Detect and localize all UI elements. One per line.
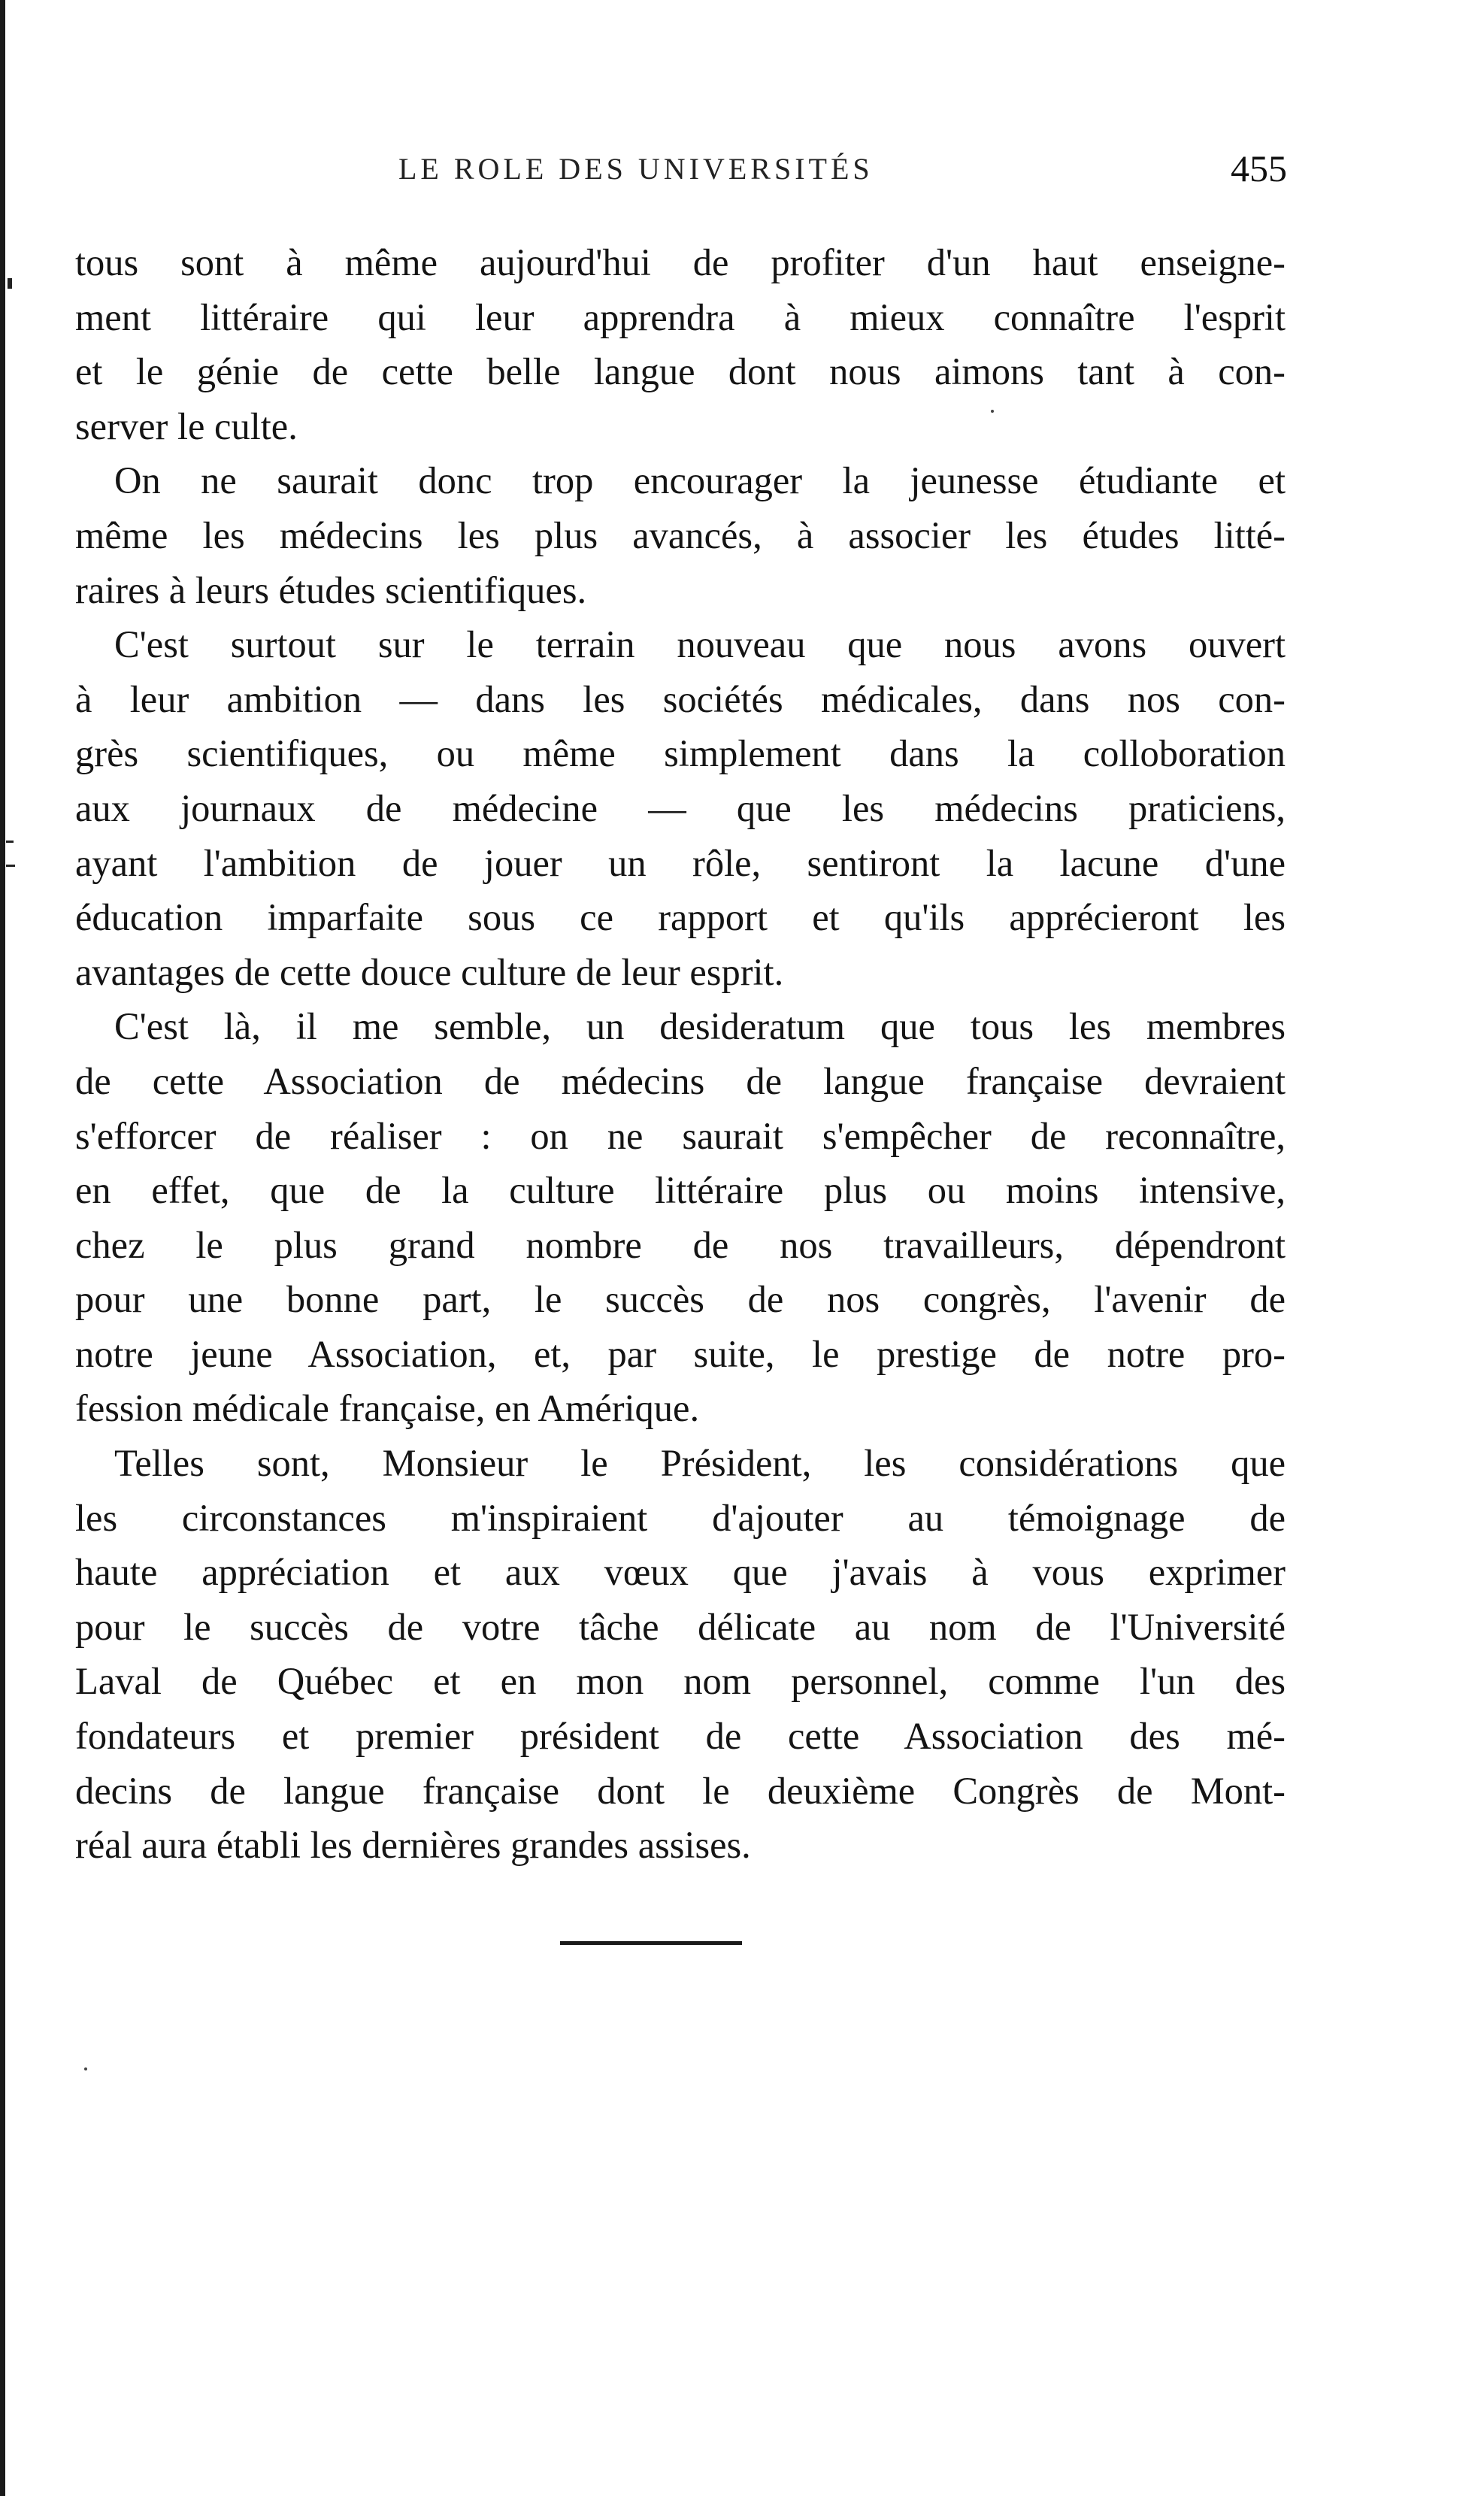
paragraph [75,235,1286,453]
text-line: et le génie de cette belle langue dont nous aimons tant à con- [75,350,1286,393]
text-line: chez le plus grand nombre de nos travailleurs, dépendront [75,1223,1286,1266]
paragraph [75,1436,1286,1873]
margin-mark [8,278,12,289]
text-line: haute appréciation et aux vœux que j'avais à vous exprimer [75,1551,1286,1594]
text-line: C'est surtout sur le terrain nouveau que nous avons ouvert [114,623,1286,666]
text-line: ayant l'ambition de jouer un rôle, sentiront la lacune d'une [75,841,1286,884]
end-rule [560,1941,742,1945]
text-line: On ne saurait donc trop encourager la jeunesse étudiante et [114,459,1286,502]
text-line: pour le succès de votre tâche délicate au nom de l'Université [75,1605,1286,1648]
running-head [75,147,1286,199]
text-line: grès scientifiques, ou même simplement dans la colloboration [75,732,1286,775]
text-line: ment littéraire qui leur apprendra à mieux connaître l'esprit [75,295,1286,338]
paragraph [75,617,1286,999]
text-line: les circonstances m'inspiraient d'ajouter au témoignage de [75,1496,1286,1539]
text-line: éducation imparfaite sous ce rapport et qu'ils apprécieront les [75,896,1286,939]
scan-speck [991,410,994,413]
page-number: 455 [1231,147,1287,189]
text-line: fondateurs et premier président de cette Association des mé- [75,1715,1286,1758]
text-line: C'est là, il me semble, un desideratum que tous les membres [114,1005,1286,1048]
text-line: Laval de Québec et en mon nom personnel, comme l'un des [75,1660,1286,1703]
text-line: notre jeune Association, et, par suite, le prestige de notre pro- [75,1332,1286,1375]
text-line: server le culte. [75,404,298,447]
paragraph [75,999,1286,1436]
text-line: pour une bonne part, le succès de nos congrès, l'avenir de [75,1278,1286,1321]
text-line: raires à leurs études scientifiques. [75,568,587,611]
text-line: même les médecins les plus avancés, à associer les études litté- [75,513,1286,556]
text-line: decins de langue française dont le deuxième Congrès de Mont- [75,1769,1286,1812]
body-text [75,235,1286,1873]
text-line: à leur ambition — dans les sociétés médicales, dans nos con- [75,677,1286,720]
text-line: tous sont à même aujourd'hui de profiter d'un haut enseigne- [75,241,1286,283]
text-line: réal aura établi les dernières grandes assises. [75,1824,751,1867]
text-line: s'efforcer de réaliser : on ne saurait s'empêcher de reconnaître, [75,1114,1286,1157]
text-line: de cette Association de médecins de langue française devraient [75,1059,1286,1102]
margin-mark [6,865,15,867]
text-line: avantages de cette douce culture de leur esprit. [75,950,784,993]
paragraph [75,453,1286,617]
text-line: en effet, que de la culture littéraire plus ou moins intensive, [75,1169,1286,1212]
running-title: LE ROLE DES UNIVERSITÉS [398,152,874,186]
scan-left-edge [0,0,5,2496]
margin-mark [6,841,14,843]
text-line: fession médicale française, en Amérique. [75,1387,700,1430]
text-line: aux journaux de médecine — que les médecins praticiens, [75,786,1286,829]
scan-speck [84,2067,87,2070]
page [75,147,1286,1873]
text-line: Telles sont, Monsieur le Président, les considérations que [114,1442,1286,1485]
